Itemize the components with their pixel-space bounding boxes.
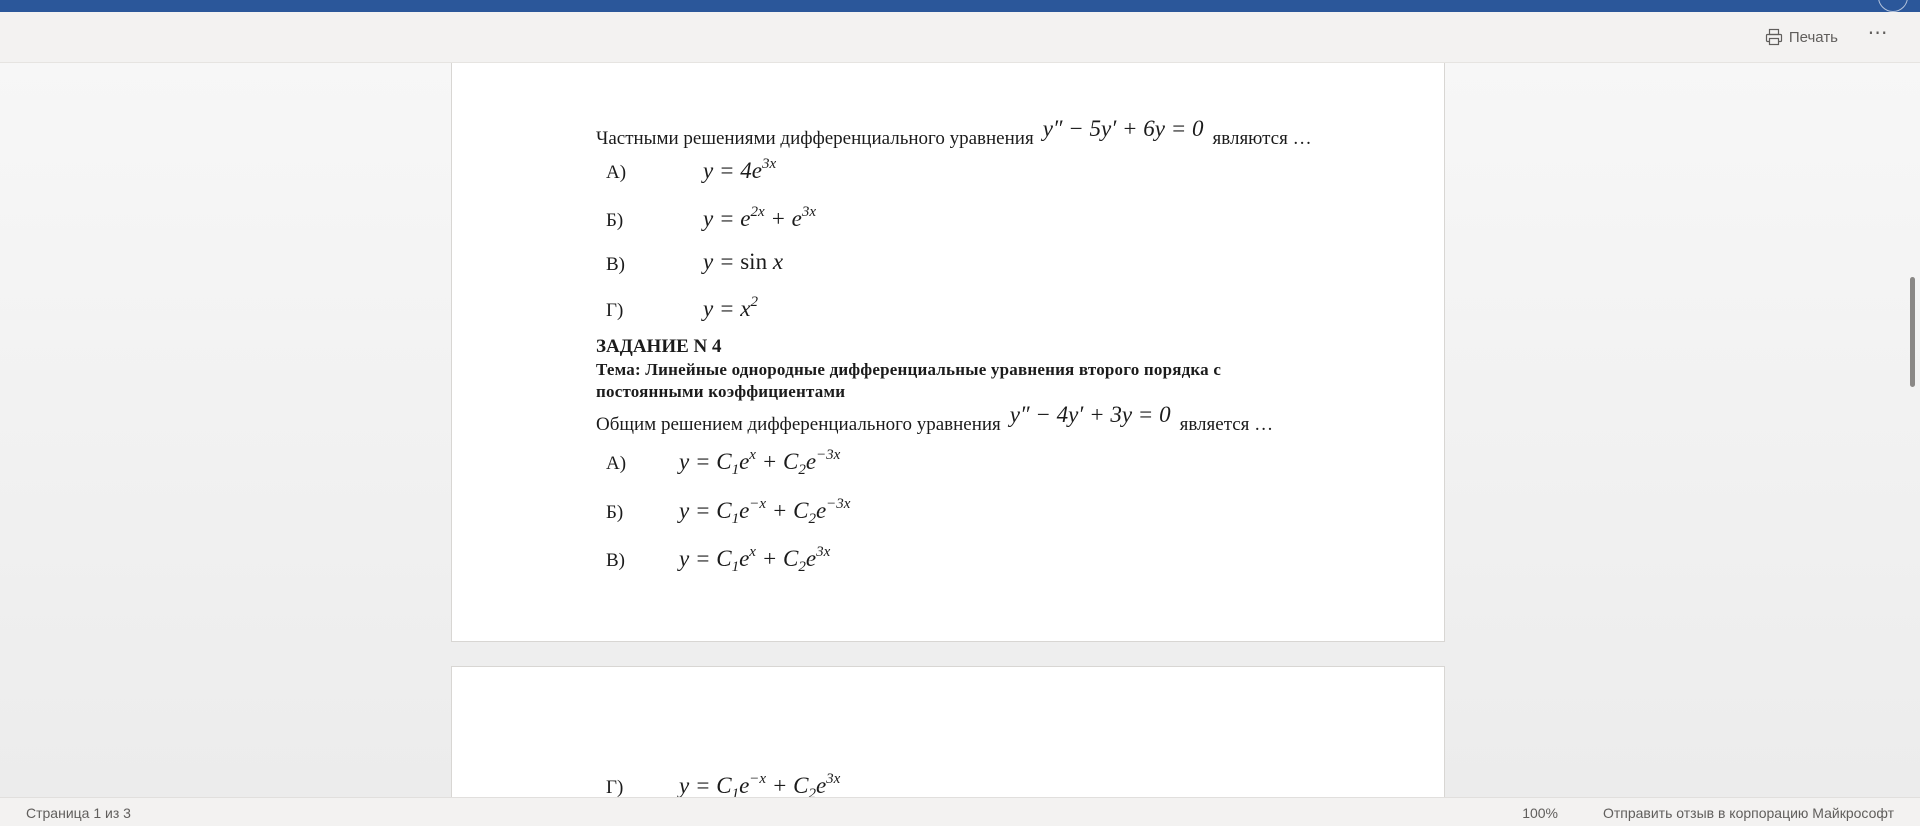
task3-option-c-formula: y = sin x (703, 249, 784, 274)
task4-topic (596, 359, 1221, 403)
task4-option-d-formula: $y = C_1e^{-x} + C_2e^{3x}$ (679, 771, 841, 797)
toolbar (0, 12, 1920, 63)
task4-intro-after: является … (1179, 414, 1274, 435)
task4-option-d-label: Г) (606, 777, 624, 797)
document-page-2 (451, 666, 1445, 797)
task3-option-d-label: Г) (606, 300, 624, 321)
top-app-bar (0, 0, 1920, 12)
document-page-1 (451, 63, 1445, 642)
print-label: Печать (1788, 28, 1838, 46)
task4-intro (596, 402, 1274, 436)
task4-option-b-label: Б) (606, 502, 624, 523)
page-indicator: Страница 1 из 3 (26, 805, 131, 821)
status-bar (0, 797, 1920, 826)
task4-option-a-formula: $y = C_1e^x + C_2e^{-3x}$ (679, 447, 841, 478)
task4-option-c-label: В) (606, 550, 625, 571)
task3-option-c-label: В) (606, 254, 625, 275)
task3-option-d-formula: $y = x^2$ (703, 294, 758, 321)
document-viewport[interactable] (0, 63, 1920, 797)
task4-topic-line1: Тема: Линейные однородные дифференциальные уравнения второго порядка с (596, 360, 1222, 379)
task4-option-a-label: А) (606, 453, 627, 474)
task3-intro (596, 116, 1312, 150)
task4-equation: y″ − 4y′ + 3y = 0 (1009, 402, 1171, 427)
vertical-scrollbar[interactable] (1910, 277, 1915, 387)
task3-option-a-label: А) (606, 162, 627, 183)
task4-intro-text: Общим решением дифференциального уравнения (596, 414, 1001, 435)
task4-option-b-formula: $y = C_1e^{-x} + C_2e^{-3x}$ (679, 496, 851, 527)
more-options-button[interactable]: ⋯ (1867, 22, 1889, 44)
printer-icon (1765, 28, 1783, 46)
account-avatar[interactable] (1878, 0, 1908, 12)
task3-intro-after: являются … (1212, 128, 1312, 149)
task4-topic-line2: постоянными коэффициентами (596, 382, 846, 401)
task3-option-a-formula: $y = 4e^{3x}$ (703, 156, 777, 183)
task4-heading: ЗАДАНИЕ N 4 (596, 336, 722, 357)
task3-intro-text: Частными решениями дифференциального уравнения (596, 128, 1034, 149)
task3-option-b-formula: $y = e^{2x} + e^{3x}$ (703, 204, 817, 231)
zoom-level[interactable]: 100% (1522, 805, 1558, 821)
print-button[interactable] (1765, 25, 1838, 49)
feedback-link[interactable]: Отправить отзыв в корпорацию Майкрософт (1602, 805, 1894, 821)
task3-option-b-label: Б) (606, 210, 624, 231)
task4-option-c-formula: $y = C_1e^x + C_2e^{3x}$ (679, 544, 831, 575)
task3-equation: y″ − 5y′ + 6y = 0 (1042, 116, 1204, 141)
